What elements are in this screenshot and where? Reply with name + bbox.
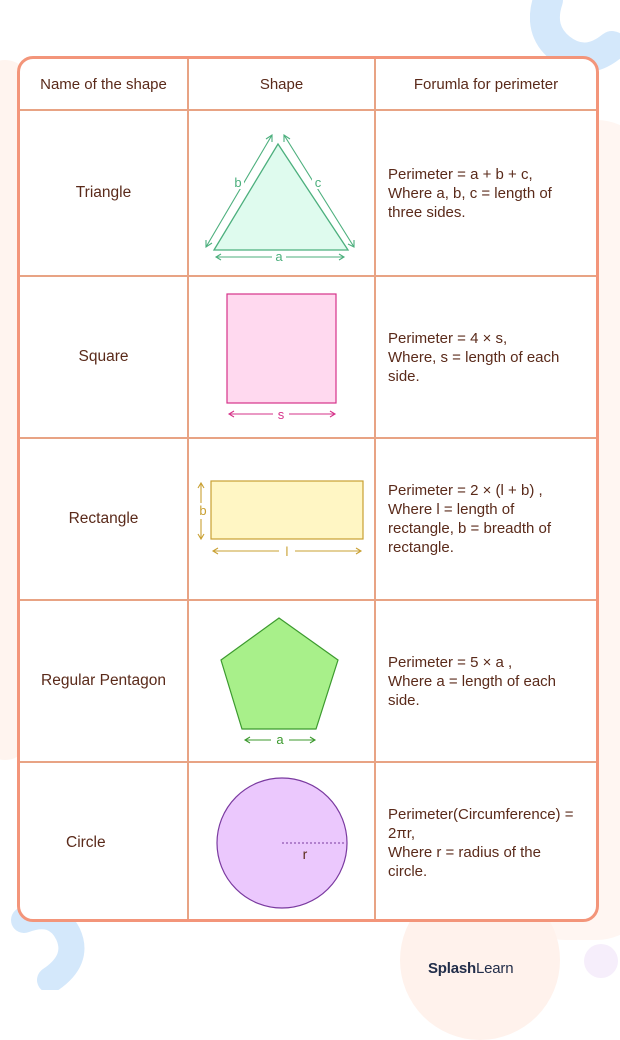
formula-line: side. [388,691,420,709]
perimeter-table [17,56,599,922]
formula-triangle [375,110,596,276]
shape-cell-pentagon [188,600,375,762]
triangle-label-b: b [233,174,242,190]
triangle-label-c: c [314,174,321,190]
formula-line: Where a = length of each [388,672,557,690]
shape-name-square: Square [20,276,188,438]
shape-cell-circle [188,762,375,922]
formula-line: rectangle. [388,539,454,556]
formula-line: Perimeter = a + b + c, [388,165,533,183]
rectangle-label-b: b [198,503,207,518]
shape-cell-triangle [188,110,375,276]
shape-name-circle: Circle [20,762,188,922]
formula-rectangle [375,438,596,600]
table-row-triangle [20,110,596,276]
formula-line: circle. [388,863,428,880]
splashlearn-logo: SplashLearn [428,960,514,977]
table-row-square [20,276,596,438]
formula-line: Perimeter = 2 × (l + b) , [388,482,543,499]
pentagon-label-a: a [275,732,284,746]
rectangle-diagram [197,479,367,559]
formula-line: Where r = radius of the [388,844,541,861]
formula-square [375,276,596,438]
circle-diagram [212,773,352,913]
formula-line: Where, s = length of each [388,348,560,366]
triangle-shape [214,144,348,250]
table-row-pentagon [20,600,596,762]
formula-line: Perimeter = 4 × s, [388,329,508,347]
header-shape: Shape [188,59,375,110]
header-row [20,59,596,110]
table-row-rectangle [20,438,596,600]
shape-cell-square [188,276,375,438]
formula-line: Perimeter = 5 × a , [388,653,513,671]
pentagon-diagram [217,616,347,746]
shape-name-pentagon: Regular Pentagon [20,600,188,762]
lilac-dot-decoration [584,944,618,978]
formula-line: Perimeter(Circumference) = [388,806,574,823]
table-row-circle [20,762,596,922]
formula-line: three sides. [388,203,466,221]
formula-line: Where l = length of [388,501,515,518]
formula-line: 2πr, [388,825,416,842]
formula-line: rectangle, b = breadth of [388,520,552,537]
triangle-label-a: a [274,248,283,261]
formula-circle [375,762,596,922]
formula-line: side. [388,367,420,385]
shape-name-rectangle: Rectangle [20,438,188,600]
formula-line: Where a, b, c = length of [388,184,552,202]
rectangle-shape [211,481,363,539]
square-diagram [217,292,347,422]
circle-label-r: r [302,846,307,862]
pentagon-shape [221,618,338,729]
shape-cell-rectangle [188,438,375,600]
rectangle-label-l: l [285,544,288,559]
triangle-diagram [202,126,362,261]
square-shape [227,294,336,403]
square-label-s: s [277,407,284,422]
formula-pentagon [375,600,596,762]
shape-name-triangle: Triangle [20,110,188,276]
header-formula: Forumla for perimeter [375,59,596,110]
header-name: Name of the shape [20,59,188,110]
